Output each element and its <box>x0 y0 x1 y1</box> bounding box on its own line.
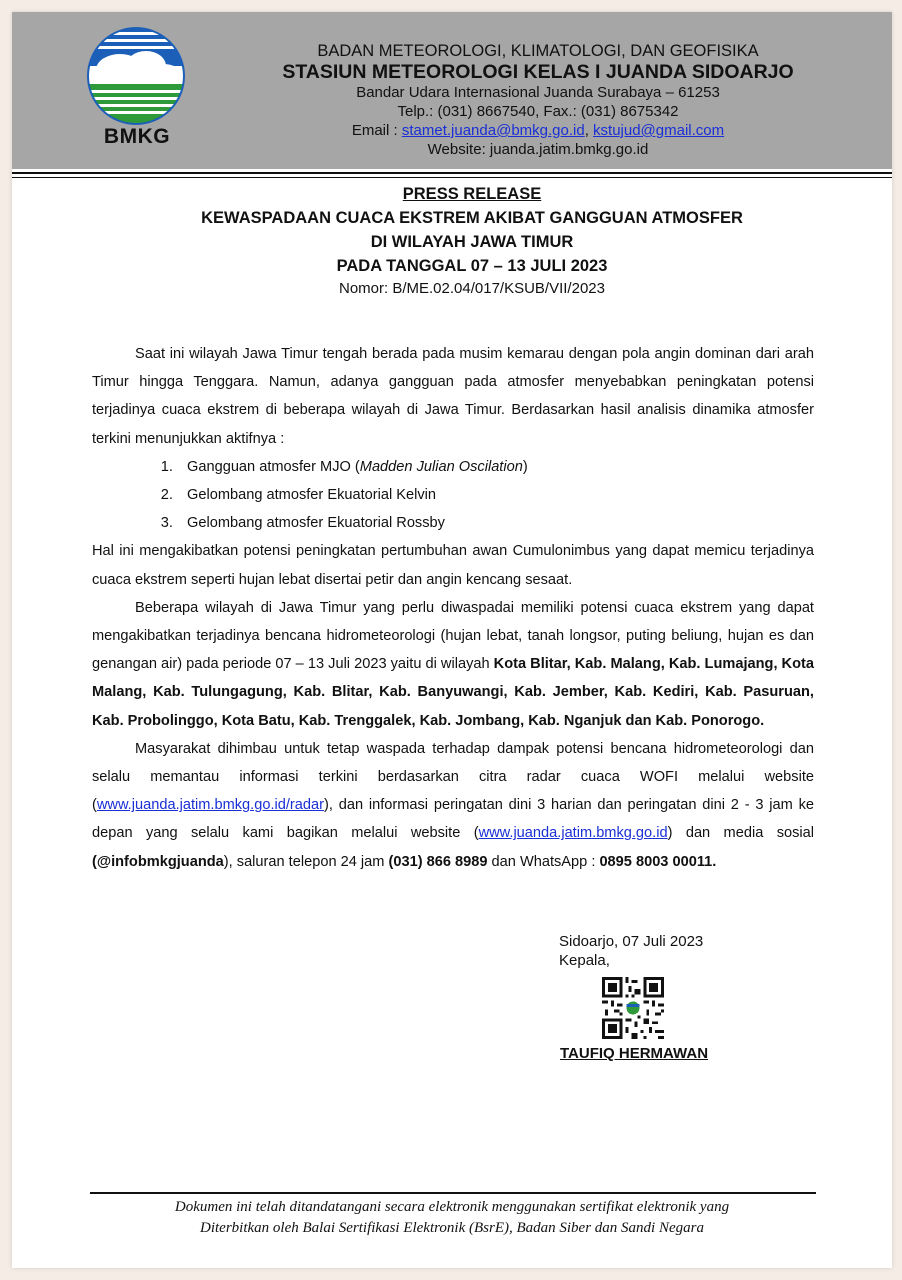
bmkg-logo-icon <box>86 26 186 126</box>
paragraph-4-text-a: Masyarakat dihimbau untuk tetap waspada terhadap dampak potensi bencana hidrometeorologi dan selalu memantau informasi terkini berdasarkan citra radar cuaca WOFI melalui website ( <box>92 740 814 814</box>
paragraph-4-text-c: ) dan media sosial <box>667 825 815 842</box>
footer-line-2: Diterbitkan oleh Balai Sertifikasi Elektronik (BsrE), Badan Siber dan Sandi Negara <box>200 1220 704 1236</box>
paragraph-3-text: Beberapa wilayah di Jawa Timur yang perlu diwaspadai memiliki potensi cuaca ekstrem yang dapat mengakibatkan terjadinya bencana hidrometeorologi (hujan lebat, tanah longsor, puting beliung, hujan es dan genangan air) pada periode 07 – 13 Juli 2023 yaitu di wilayah <box>92 599 814 673</box>
title-line-2: DI WILAYAH JAWA TIMUR <box>370 233 574 251</box>
paragraph-4-text-g: dan WhatsApp : <box>487 853 600 870</box>
letterhead <box>12 12 892 169</box>
title-block <box>12 182 892 300</box>
station-name: STASIUN METEOROLOGI KELAS I JUANDA SIDOARJO <box>282 61 794 83</box>
paragraph-4-text-b: ), dan informasi peringatan dini 3 harian dan peringatan dini 2 - 3 jam ke depan yang selalu kami bagikan melalui website ( <box>92 797 814 842</box>
title-line-1: KEWASPADAAN CUACA EKSTREM AKIBAT GANGGUAN ATMOSFER <box>201 209 743 227</box>
list-item: 2. Gelombang atmosfer Ekuatorial Kelvin <box>177 481 814 509</box>
list-item-text-end: ) <box>522 458 528 475</box>
paragraph-4 <box>92 735 814 876</box>
social-media-handle: (@infobmkgjuanda <box>92 853 224 870</box>
letterhead-rule-thin <box>12 177 892 178</box>
email-link-stamet[interactable]: stamet.juanda@bmkg.go.id <box>401 122 585 139</box>
org-name: BADAN METEOROLOGI, KLIMATOLOGI, DAN GEOFISIKA <box>317 42 759 60</box>
phone-fax: Telp.: (031) 8667540, Fax.: (031) 8675342 <box>397 103 679 120</box>
letterhead-rule <box>12 172 892 174</box>
footer-line-1: Dokumen ini telah ditandatangani secara elektronik menggunakan sertifikat elektronik yang <box>174 1199 730 1215</box>
place-date: Sidoarjo, 07 Juli 2023 <box>559 933 704 950</box>
letterhead-text <box>188 42 888 159</box>
signer-title: Kepala, <box>559 952 610 969</box>
email-link-kstujud[interactable]: kstujud@gmail.com <box>593 122 725 139</box>
list-item: 3. Gelombang atmosfer Ekuatorial Rossby <box>177 509 814 537</box>
paragraph-4-text-e: ), saluran telepon 24 jam <box>223 853 389 870</box>
document-number: Nomor: B/ME.02.04/017/KSUB/VII/2023 <box>339 280 605 297</box>
press-release-heading: PRESS RELEASE <box>402 185 542 203</box>
footer-rule <box>90 1192 816 1194</box>
document-page <box>12 12 892 1268</box>
website-line: Website: juanda.jatim.bmkg.go.id <box>427 141 649 158</box>
region-list: Kota Blitar, Kab. Malang, Kab. Lumajang, Kota Malang, Kab. Tulungagung, Kab. Blitar, Kab. Banyuwangi, Kab. Jember, Kab. Kediri, Kab. Pasuruan, Kab. Probolinggo, Kota Batu, Kab. Trenggalek, Kab. Jombang, Kab. Nganjuk dan Kab. Ponorogo. <box>92 656 814 729</box>
footer-note <box>52 1197 852 1239</box>
phone-number: (031) 866 8989 <box>388 853 488 870</box>
signer-name: TAUFIQ HERMAWAN <box>560 1045 709 1062</box>
paragraph-1: Saat ini wilayah Jawa Timur tengah berada pada musim kemarau dengan pola angin dominan dari arah Timur hingga Tenggara. Namun, adanya gangguan pada atmosfer menyebabkan peningkatan potensi terjadinya cuaca ekstrem di beberapa wilayah di Jawa Timur. Berdasarkan hasil analisis dinamika atmosfer terkini menunjukkan aktifnya : <box>92 346 814 447</box>
whatsapp-number: 0895 8003 00011. <box>599 853 717 870</box>
radar-website-link[interactable]: www.juanda.jatim.bmkg.go.id/radar <box>96 797 324 814</box>
list-item-italic: Madden Julian Oscilation <box>359 458 523 475</box>
logo-wordmark: BMKG <box>103 125 171 148</box>
qr-code-icon <box>602 977 664 1039</box>
email-line <box>188 121 888 140</box>
list-item-text: Gangguan atmosfer MJO ( <box>187 458 360 475</box>
document-body <box>92 340 814 876</box>
atmosphere-list <box>92 453 814 538</box>
list-item <box>177 453 814 481</box>
paragraph-2: Hal ini mengakibatkan potensi peningkatan pertumbuhan awan Cumulonimbus yang dapat memicu terjadinya cuaca ekstrem seperti hujan lebat disertai petir dan angin kencang sesaat. <box>92 543 814 588</box>
bmkg-website-link[interactable]: www.juanda.jatim.bmkg.go.id <box>478 825 668 842</box>
title-line-3: PADA TANGGAL 07 – 13 JULI 2023 <box>336 257 608 275</box>
email-separator: , <box>584 122 594 139</box>
address: Bandar Udara Internasional Juanda Surabaya – 61253 <box>356 84 720 101</box>
signature-block <box>559 932 703 970</box>
email-label: Email : <box>351 122 402 139</box>
paragraph-3 <box>92 594 814 735</box>
